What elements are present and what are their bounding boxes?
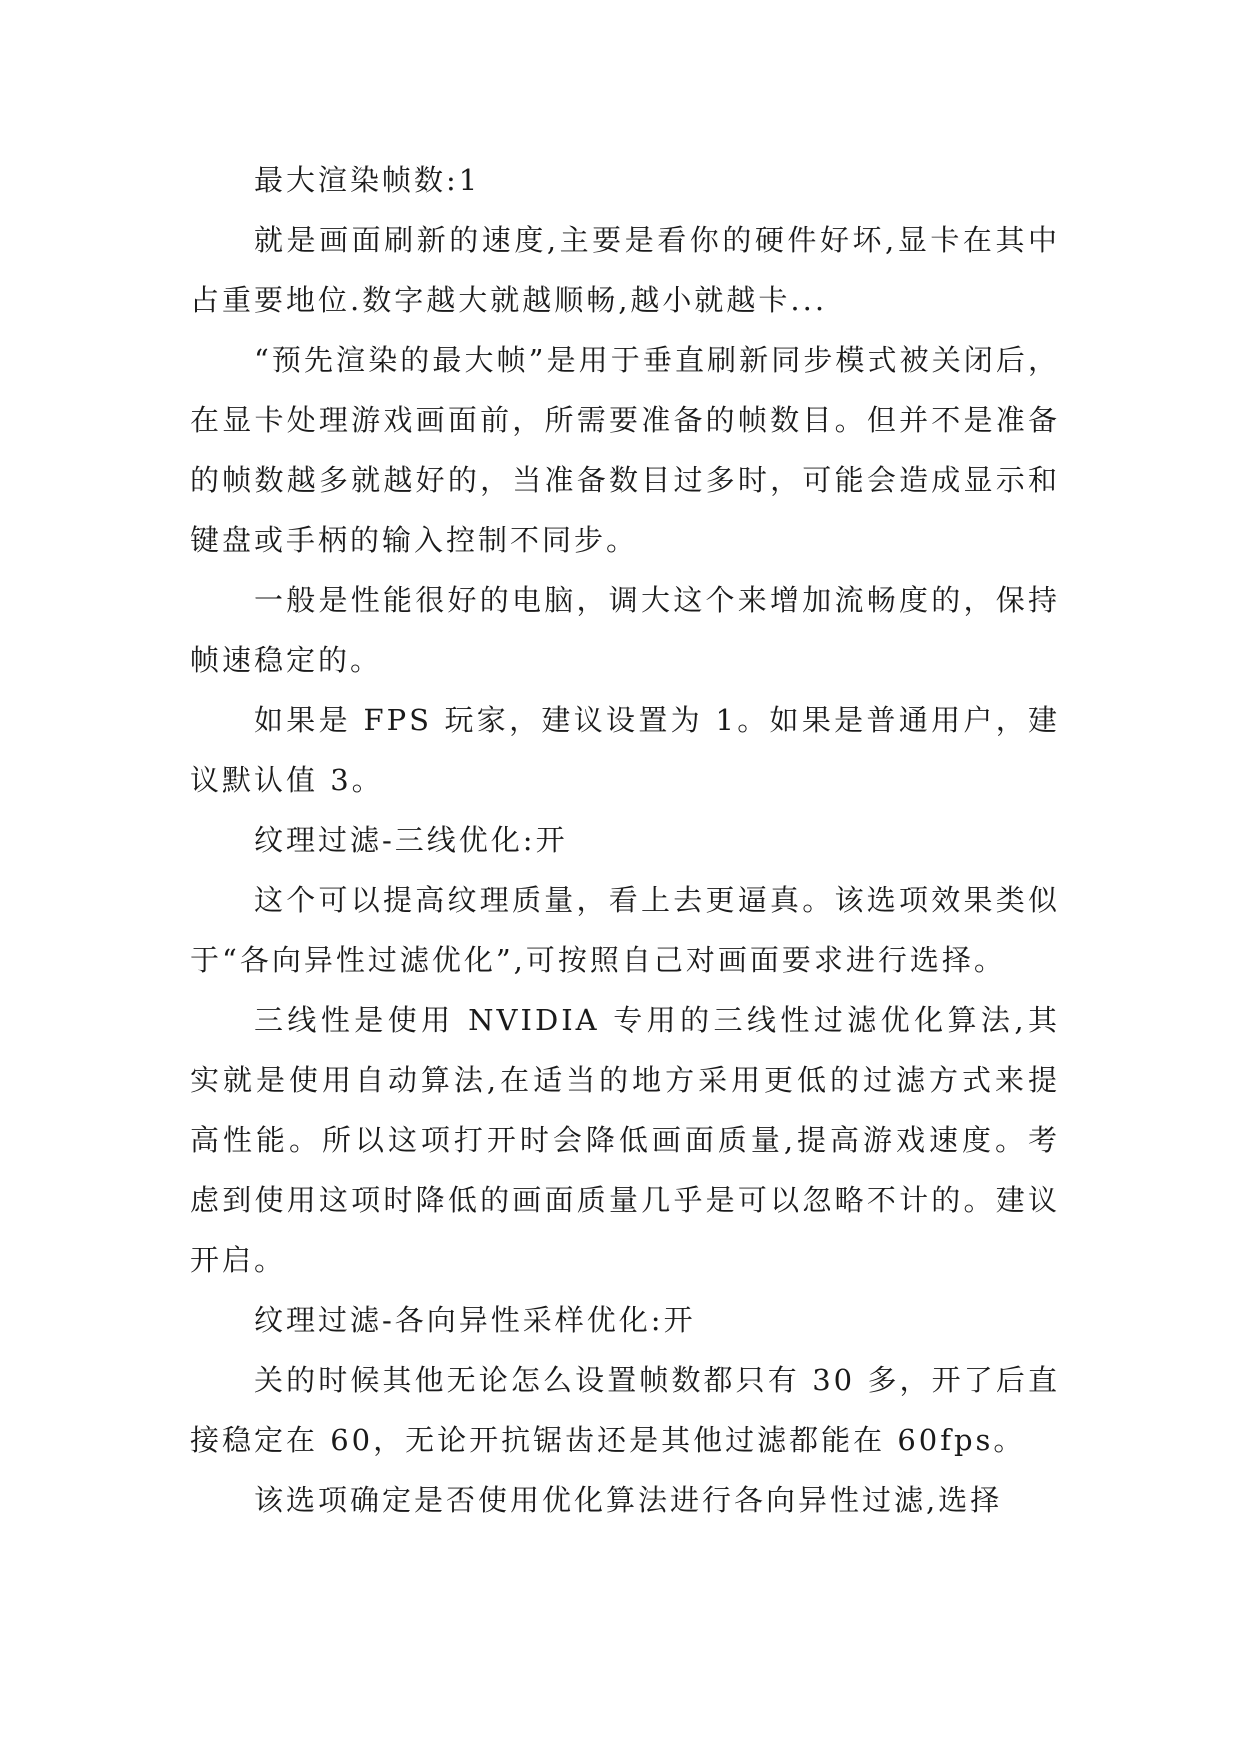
- body-text: [190, 150, 1060, 1530]
- paragraph-performance-pc: 一般是性能很好的电脑，调大这个来增加流畅度的，保持帧速稳定的。: [190, 583, 1060, 677]
- paragraph-fps-stability: 关的时候其他无论怎么设置帧数都只有 30 多，开了后直接稳定在 60，无论开抗锯齿还是其他过滤都能在 60fps。: [190, 1363, 1060, 1457]
- paragraph-max-frames-heading: 最大渲染帧数:1: [254, 163, 481, 197]
- paragraph-refresh-speed: 就是画面刷新的速度,主要是看你的硬件好坏,显卡在其中占重要地位.数字越大就越顺畅,越小就越卡...: [190, 223, 1060, 317]
- paragraph-trilinear-nvidia: 三线性是使用 NVIDIA 专用的三线性过滤优化算法,其实就是使用自动算法,在适当的地方采用更低的过滤方式来提高性能。所以这项打开时会降低画面质量,提高游戏速度。考虑到使用这项时降低的画面质量几乎是可以忽略不计的。建议开启。: [190, 1003, 1060, 1277]
- paragraph-anisotropic-option: 该选项确定是否使用优化算法进行各向异性过滤,选择: [254, 1483, 1003, 1517]
- paragraph-anisotropic-heading: 纹理过滤-各向异性采样优化:开: [254, 1303, 696, 1337]
- paragraph-trilinear-heading: 纹理过滤-三线优化:开: [254, 823, 568, 857]
- paragraph-prerender-frames: “预先渲染的最大帧”是用于垂直刷新同步模式被关闭后，在显卡处理游戏画面前，所需要准备的帧数目。但并不是准备的帧数越多就越好的，当准备数目过多时，可能会造成显示和键盘或手柄的输入控制不同步。: [190, 343, 1060, 557]
- paragraph-texture-quality: 这个可以提高纹理质量，看上去更逼真。该选项效果类似于“各向异性过滤优化”,可按照自己对画面要求进行选择。: [190, 883, 1060, 977]
- paragraph-fps-recommendation: 如果是 FPS 玩家，建议设置为 1。如果是普通用户，建议默认值 3。: [190, 703, 1060, 797]
